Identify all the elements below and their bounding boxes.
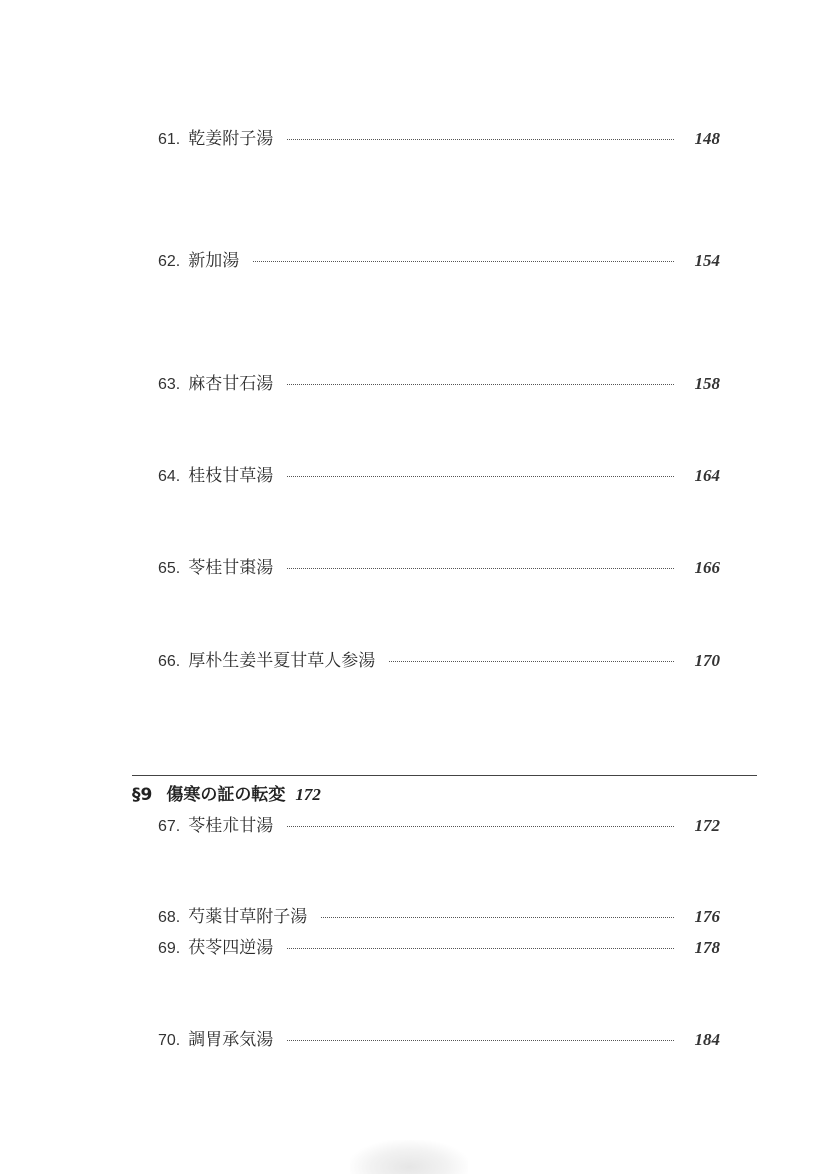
toc-entry[interactable] <box>158 553 720 577</box>
toc-entry[interactable] <box>158 811 720 835</box>
toc-entry[interactable] <box>158 246 720 270</box>
section-number: §9 <box>132 785 153 805</box>
entry-page-number: 166 <box>694 558 720 577</box>
entry-number: 69. <box>158 940 181 957</box>
dot-leader <box>287 568 674 569</box>
entry-page-number: 158 <box>694 374 720 393</box>
entry-title: 新加湯 <box>188 251 240 271</box>
toc-entry[interactable] <box>158 124 720 148</box>
entry-title: 芍薬甘草附子湯 <box>188 907 308 927</box>
dot-leader <box>287 476 674 477</box>
entry-title: 麻杏甘石湯 <box>188 374 274 394</box>
entry-title: 苓桂朮甘湯 <box>188 816 274 836</box>
entry-page-number: 164 <box>694 466 720 485</box>
entry-title: 桂枝甘草湯 <box>188 466 274 486</box>
entry-number: 70. <box>158 1032 181 1049</box>
entry-number: 65. <box>158 560 181 577</box>
section-divider <box>132 775 757 776</box>
dot-leader <box>287 139 674 140</box>
entry-page-number: 154 <box>694 251 720 270</box>
dot-leader <box>287 384 674 385</box>
toc-entry[interactable] <box>158 902 720 926</box>
entry-title: 苓桂甘棗湯 <box>188 558 274 578</box>
entry-title: 厚朴生姜半夏甘草人参湯 <box>188 651 376 671</box>
entry-page-number: 176 <box>694 907 720 926</box>
dot-leader <box>287 826 674 827</box>
section-page-number: 172 <box>295 785 321 804</box>
dot-leader <box>321 917 674 918</box>
toc-entry[interactable] <box>158 933 720 957</box>
toc-entry[interactable] <box>158 1025 720 1049</box>
entry-number: 63. <box>158 376 181 393</box>
entry-page-number: 178 <box>694 938 720 957</box>
dot-leader <box>287 1040 674 1041</box>
section-title: 傷寒の証の転変 <box>166 785 286 805</box>
entry-page-number: 184 <box>694 1030 720 1049</box>
entry-number: 62. <box>158 253 181 270</box>
entry-page-number: 172 <box>694 816 720 835</box>
dot-leader <box>287 948 674 949</box>
entry-title: 乾姜附子湯 <box>188 129 274 149</box>
entry-title: 調胃承気湯 <box>188 1030 274 1050</box>
toc-entry[interactable] <box>158 369 720 393</box>
entry-number: 61. <box>158 131 181 148</box>
dot-leader <box>389 661 674 662</box>
entry-page-number: 170 <box>694 651 720 670</box>
entry-number: 66. <box>158 653 181 670</box>
entry-number: 68. <box>158 909 181 926</box>
toc-entry[interactable] <box>158 461 720 485</box>
scan-mark <box>350 1140 468 1174</box>
entry-page-number: 148 <box>694 129 720 148</box>
entry-number: 64. <box>158 468 181 485</box>
section-heading[interactable] <box>132 780 321 805</box>
dot-leader <box>253 261 674 262</box>
entry-title: 茯苓四逆湯 <box>188 938 274 958</box>
toc-entry[interactable] <box>158 646 720 670</box>
entry-number: 67. <box>158 818 181 835</box>
